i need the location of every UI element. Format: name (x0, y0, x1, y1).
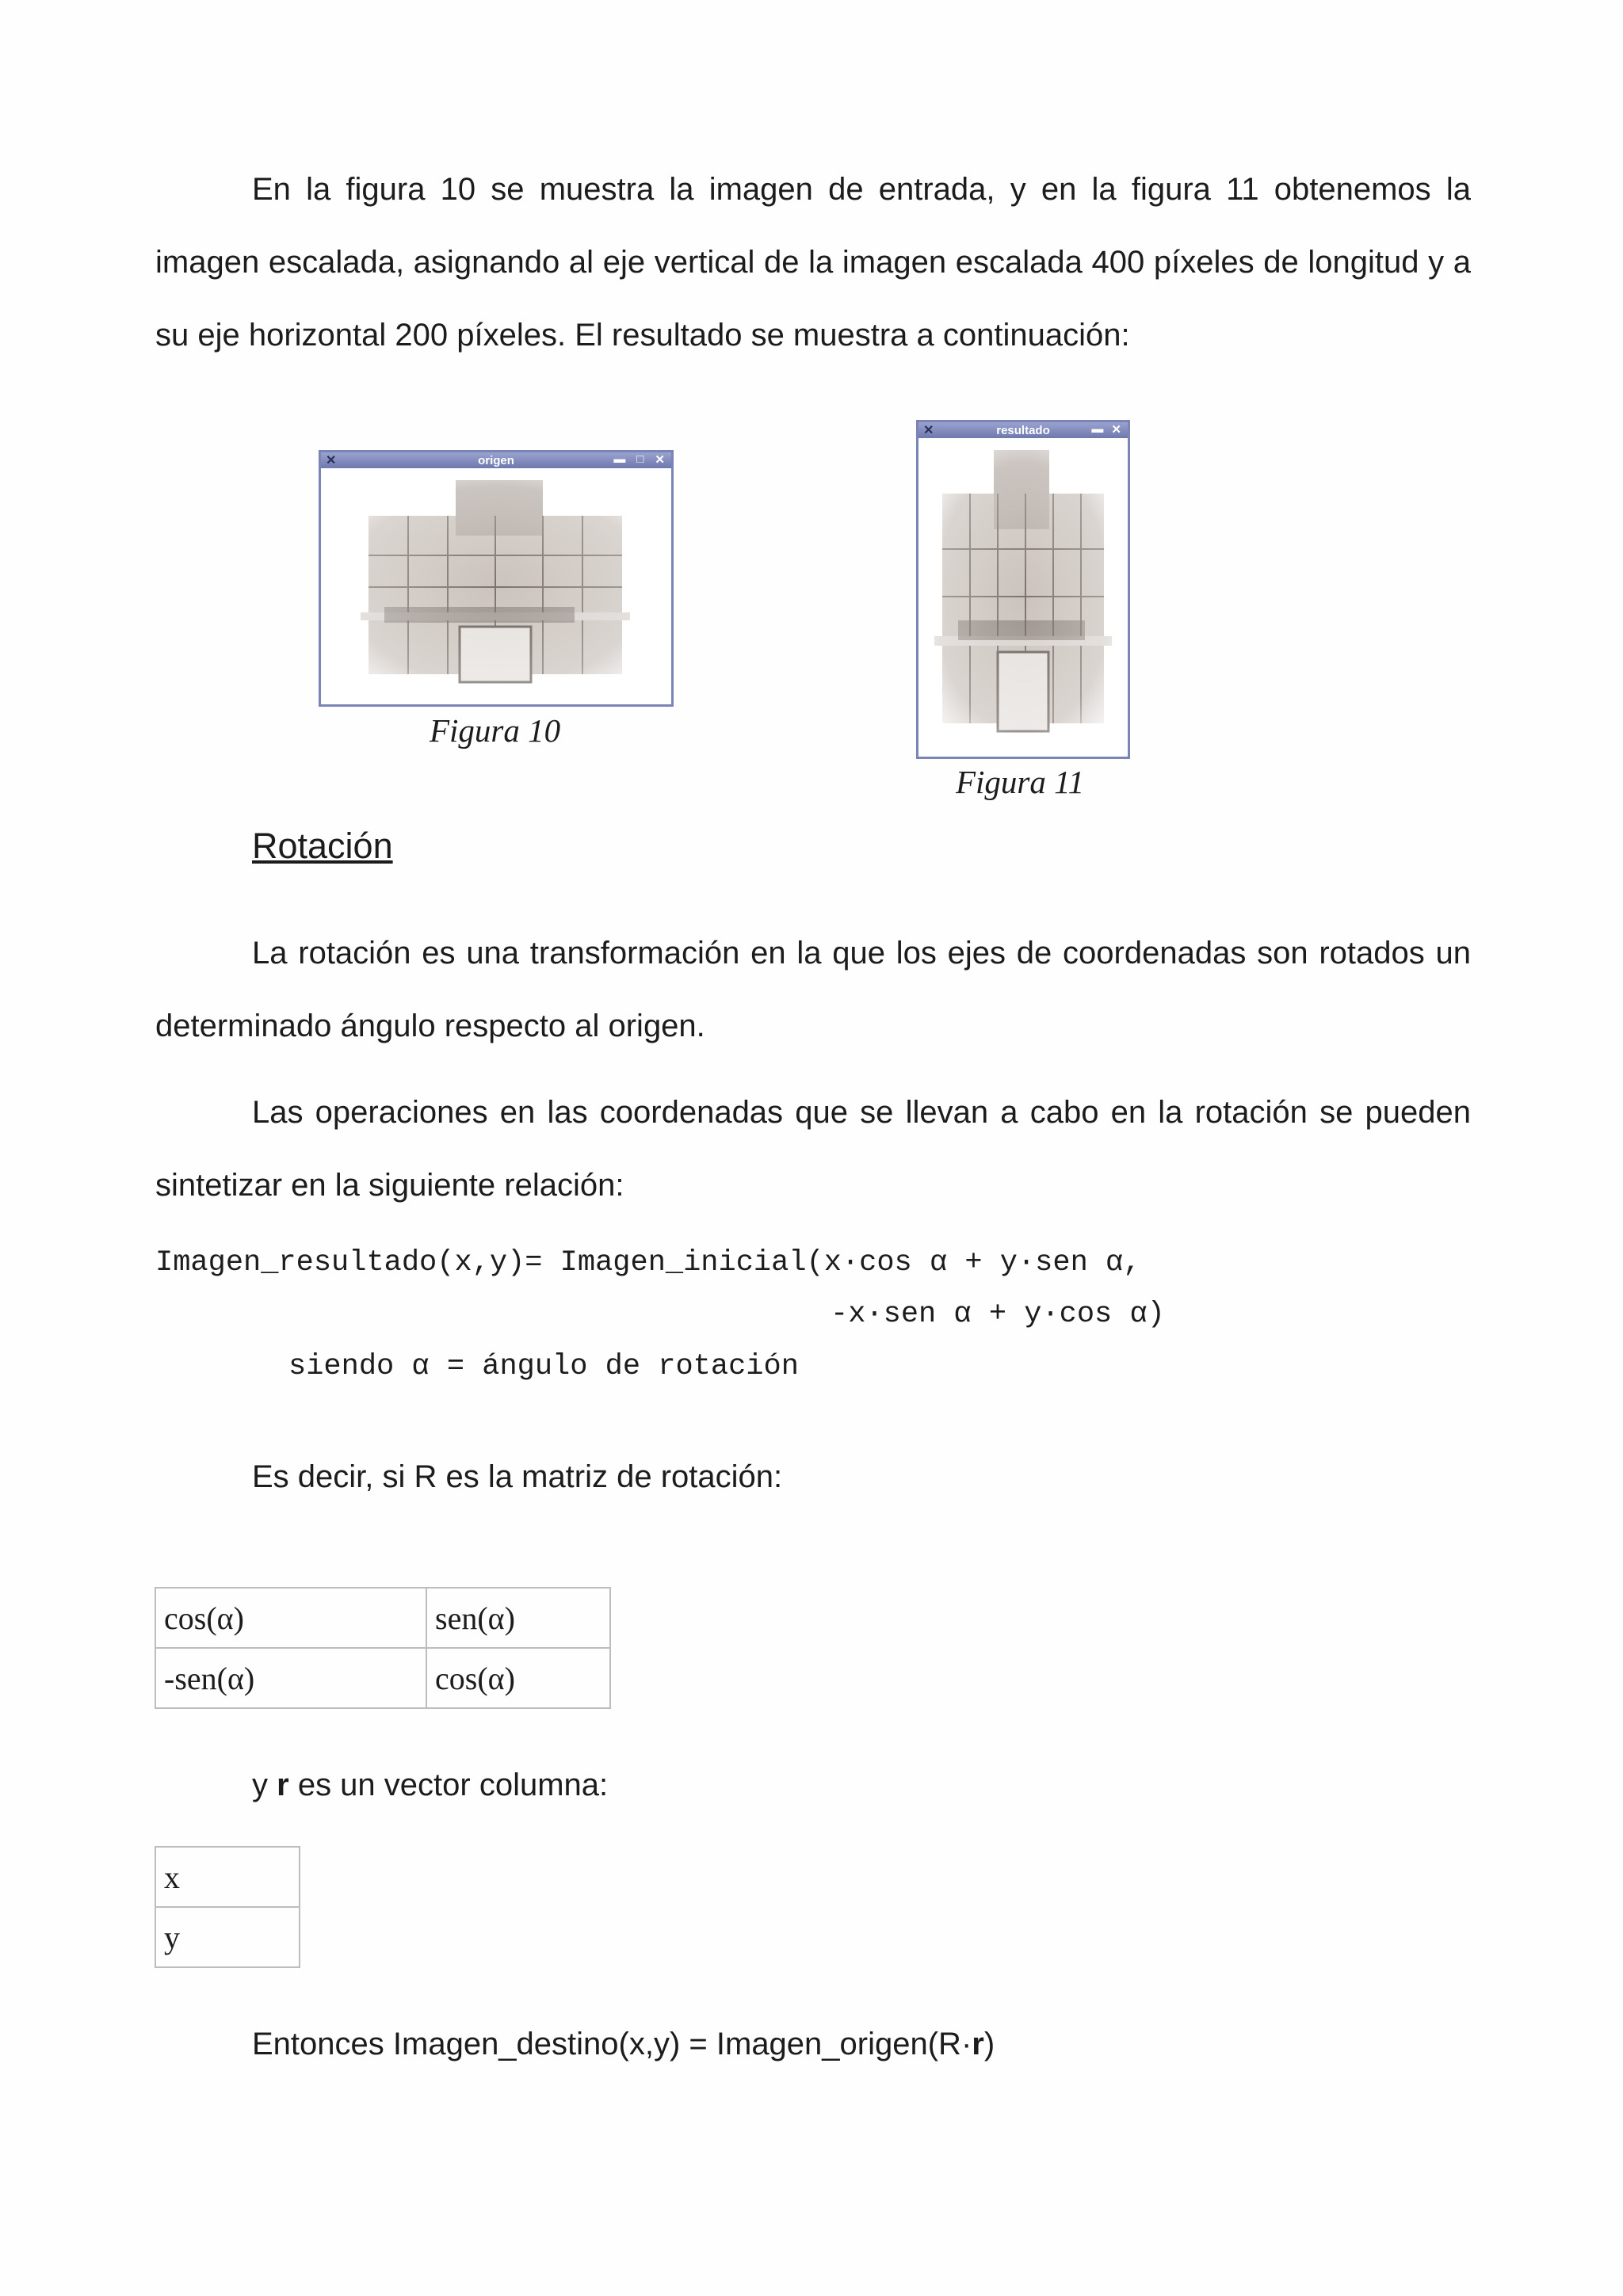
table-cell: sen(α) (426, 1588, 610, 1648)
table-cell: y (155, 1907, 300, 1967)
figure-11-caption: Figura 11 (956, 764, 1085, 800)
text: ) (983, 2027, 995, 2061)
text: y (252, 1768, 277, 1802)
figure-11-window (916, 420, 1130, 759)
figure-11-titlebar (918, 422, 1128, 438)
paragraph-vector-intro (155, 1749, 1471, 1821)
rotation-matrix-table (155, 1587, 611, 1709)
paragraph-conclusion (155, 2008, 1471, 2081)
bold-text: r (277, 1768, 289, 1802)
close-icon[interactable]: ✕ (326, 454, 337, 467)
table-row (155, 1907, 300, 1967)
close-icon[interactable]: ✕ (655, 453, 665, 467)
table-cell: cos(α) (155, 1588, 426, 1648)
text: es un vector columna: (288, 1768, 609, 1802)
minimize-icon[interactable]: ▬ (1091, 422, 1104, 436)
table-cell: -sen(α) (155, 1648, 426, 1708)
section-heading: Rotación (252, 826, 393, 866)
building-photo (321, 468, 671, 704)
paragraph-rotation-operations: Las operaciones en las coordenadas que se llevan a cabo en la rotación se pueden sintetizar en la siguiente relación: (155, 1095, 1471, 1203)
paragraph-rotation-matrix-intro: Es decir, si R es la matriz de rotación: (252, 1459, 783, 1494)
column-vector-table (155, 1846, 300, 1968)
code-line-1: Imagen_resultado(x,y)= Imagen_inicial(x·cos α + y·sen α, (155, 1246, 1141, 1280)
close-icon[interactable]: ✕ (923, 424, 934, 437)
paragraph-figures-intro: En la figura 10 se muestra la imagen de entrada, y en la figura 11 obtenemos la imagen escalada, asignando al eje vertical de la imagen escalada 400 píxeles de longitud y a su eje horizontal 200 píxeles. El resultado se muestra a continuación: (155, 172, 1471, 353)
code-line-3: siendo α = ángulo de rotación (288, 1350, 799, 1383)
paragraph-rotation-definition: La rotación es una transformación en la que los ejes de coordenadas son rotados un determinado ángulo respecto al origen. (155, 936, 1471, 1043)
figure-11-window-title: resultado (996, 423, 1050, 437)
table-cell: cos(α) (426, 1648, 610, 1708)
bold-text: r (972, 2027, 984, 2061)
figure-10-window (319, 450, 674, 707)
building-photo-scaled (918, 438, 1128, 757)
table-row (155, 1588, 610, 1648)
figure-10-caption: Figura 10 (430, 712, 561, 749)
figure-10-titlebar (321, 452, 671, 468)
close-icon[interactable]: ✕ (1111, 423, 1121, 437)
text: Entonces Imagen_destino(x,y) = Imagen_origen(R· (252, 2027, 972, 2061)
figure-10-window-title: origen (478, 453, 514, 467)
table-cell: x (155, 1847, 300, 1907)
code-line-2: -x·sen α + y·cos α) (831, 1298, 1165, 1331)
table-row (155, 1648, 610, 1708)
table-row (155, 1847, 300, 1907)
maximize-icon[interactable]: □ (636, 452, 644, 466)
minimize-icon[interactable]: ▬ (613, 452, 626, 466)
